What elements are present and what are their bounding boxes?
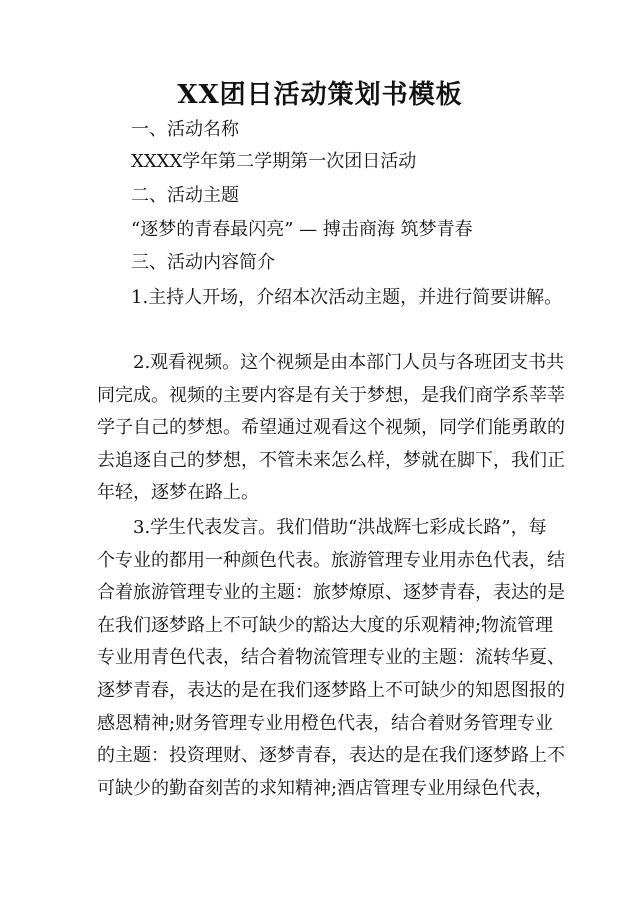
content-item-3-line: 逐梦青春，表达的是在我们逐梦路上不可缺少的知恩图报的 (97, 679, 565, 701)
content-item-2-line: 去追逐自己的梦想，不管未来怎么样，梦就在脚下，我们正 (97, 449, 565, 471)
content-item-1: 1.主持人开场，介绍本次活动主题，并进行简要讲解。 (131, 287, 563, 308)
section-heading-activity-name: 一、活动名称 (131, 119, 239, 140)
content-item-3 (97, 512, 565, 805)
content-item-3-line: 个专业的都用一种颜色代表。旅游管理专业用赤色代表，结 (97, 549, 565, 571)
content-item-3-line: 的主题：投资理财、逐梦青春，表达的是在我们逐梦路上不 (97, 745, 565, 767)
section-heading-activity-content: 三、活动内容简介 (131, 252, 275, 273)
content-item-2-line: 学子自己的梦想。希望通过观看这个视频，同学们能勇敢的 (97, 417, 565, 439)
activity-name-text: XXXX学年第二学期第一次团日活动 (131, 151, 417, 172)
content-item-2-line: 2.观看视频。这个视频是由本部门人员与各班团支书共 (133, 352, 565, 373)
content-item-3-line: 在我们逐梦路上不可缺少的豁达大度的乐观精神;物流管理 (97, 614, 554, 636)
document-title: XX团日活动策划书模板 (177, 80, 463, 110)
section-heading-activity-theme: 二、活动主题 (131, 185, 239, 206)
content-item-3-line: 合着旅游管理专业的主题：旅梦燎原、逐梦青春，表达的是 (97, 582, 565, 604)
content-item-2 (97, 347, 565, 510)
content-item-2-line: 年轻，逐梦在路上。 (97, 482, 259, 504)
content-item-3-line: 3.学生代表发言。我们借助“洪战辉七彩成长路”，每 (133, 517, 547, 538)
content-item-3-line: 专业用青色代表，结合着物流管理专业的主题：流转华夏、 (97, 647, 565, 669)
content-item-3-line: 可缺少的勤奋刻苦的求知精神;酒店管理专业用绿色代表， (97, 777, 554, 799)
content-item-3-line: 感恩精神;财务管理专业用橙色代表，结合着财务管理专业 (97, 712, 554, 734)
activity-theme-text: “逐梦的青春最闪亮” — 搏击商海 筑梦青春 (131, 219, 473, 240)
content-item-2-line: 同完成。视频的主要内容是有关于梦想，是我们商学系莘莘 (97, 384, 565, 406)
